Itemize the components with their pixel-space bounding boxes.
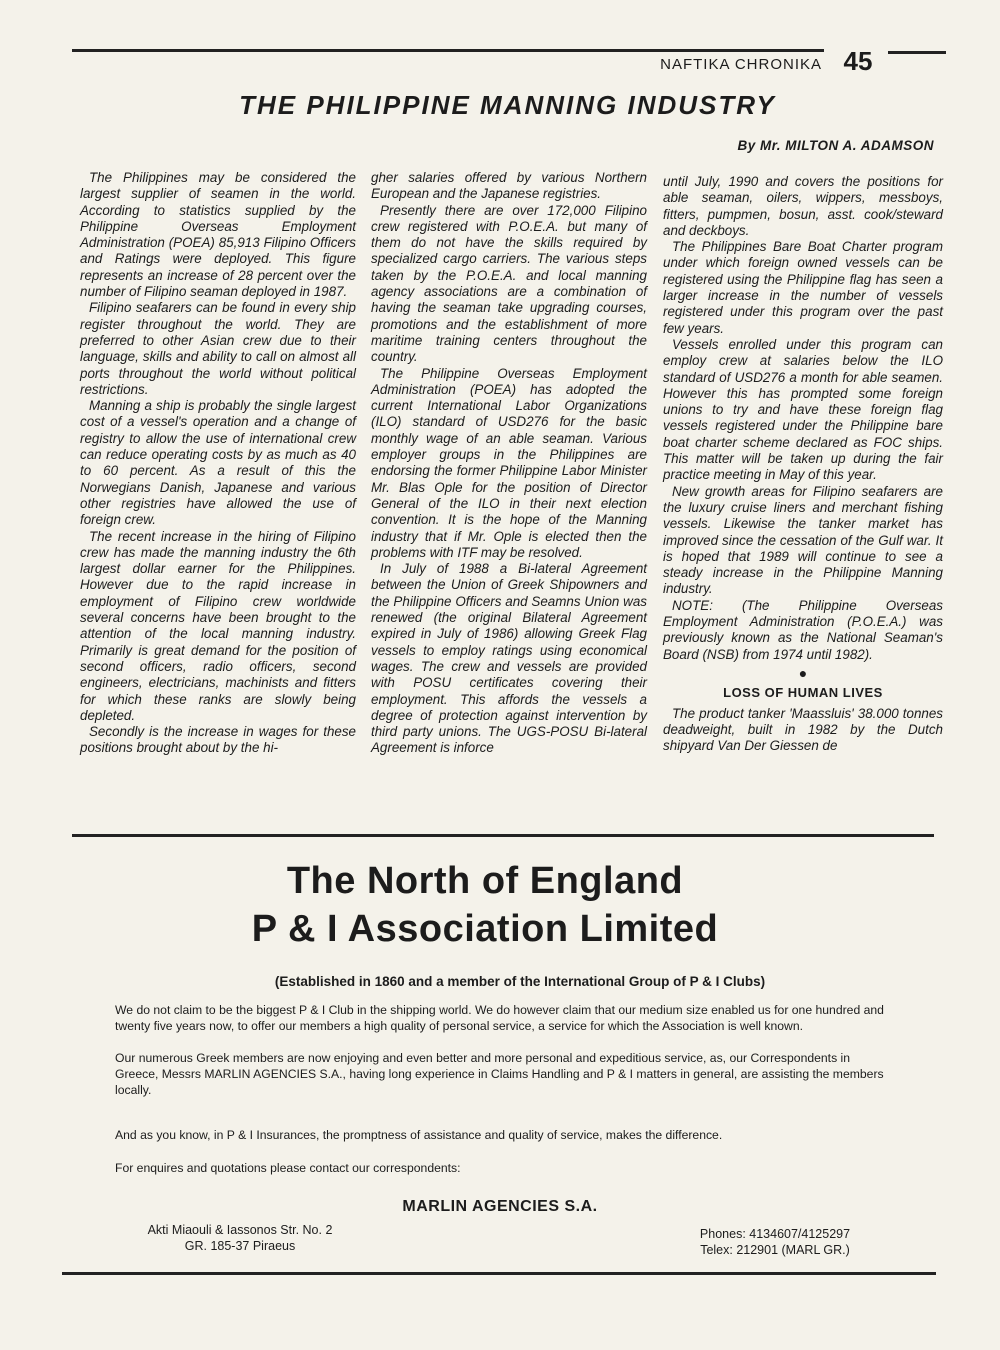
paragraph: Presently there are over 172,000 Filipino crew registered with P.O.E.A. but many of them do not have the skills required by specialized cargo carriers. The various steps taken by the P.O.E.A. and local manning agency associations are a combination of having the seaman take upgrading courses, promotions and the establishment of more maritime training centers throughout the country. xyxy=(371,202,647,365)
phone-numbers: Phones: 4134607/4125297 xyxy=(699,1227,851,1241)
journal-name: NAFTIKA CHRONIKA xyxy=(660,56,822,73)
address-line: Akti Miaouli & Iassonos Str. No. 2 xyxy=(147,1223,333,1237)
telex-number: Telex: 212901 (MARL GR.) xyxy=(700,1243,850,1257)
advert-text: For enquires and quotations please contact our correspondents: xyxy=(115,1161,461,1175)
footer-rule xyxy=(62,1272,936,1275)
header-rule-left xyxy=(72,49,824,52)
article-column-2 xyxy=(371,170,647,757)
article-column-3 xyxy=(663,174,943,754)
article-title: THE PHILIPPINE MANNING INDUSTRY xyxy=(239,90,776,120)
paragraph: Filipino seafarers can be found in every ship register throughout the world. They are preferred to other Asian crew due to their language, skills and ability to call on almost all ports throughout the world without political restrictions. xyxy=(80,300,356,397)
paragraph: Manning a ship is probably the single largest cost of a vessel's operation and a change of registry to allow the use of international crew can reduce operating costs by as much as 40 to 60 percent. As a result of this the Norwegians Danish, Japanese and various other registries have allowed the use of foreign crew. xyxy=(80,398,356,528)
advert-text: We do not claim to be the biggest P & I Club in the shipping world. We do however claim that our medium size enabled us for one hundred and twenty five years now, to offer our members a high quality of personal service, a service for which the Association is well known. xyxy=(115,1003,884,1033)
advert-text: And as you know, in P & I Insurances, the promptness of assistance and quality of service, makes the difference. xyxy=(115,1128,723,1142)
paragraph: The recent increase in the hiring of Filipino crew has made the manning industry the 6th largest dollar earner for the Philippines. However due to the rapid increase in employment of Filipino crew worldwide several concerns have been brought to the attention of the local manning industry. Primarily is great demand for the position of second officers, radio officers, second engineers, electricians, machinists and fitters for which these ranks are slowly being depleted. xyxy=(80,528,356,723)
advert-paragraph xyxy=(115,1160,895,1176)
paragraph: The Philippine Overseas Employment Administration (POEA) has adopted the current International Labor Organizations (ILO) standard of USD276 for the basic monthly wage of an able seaman. Various employer groups in the Philippines are endorsing the former Philippine Labor Minister Mr. Blas Ople for the position of Director General of the ILO in their next election convention. It is the hope of the Manning industry that if Mr. Ople is elected then the problems with ITF may be resolved. xyxy=(371,365,647,560)
paragraph: The Philippines Bare Boat Charter program under which foreign owned vessels can be registered using the Philippine flag has seen a larger increase in the number of vessels registered under this program over the past few years. xyxy=(663,239,943,336)
section-bullet-icon: ● xyxy=(798,664,808,681)
paragraph: Vessels enrolled under this program can employ crew at salaries below the ILO standard of USD276 a month for able seamen. However this has prompted some foreign unions to try and have these foreign flag vessels registered under the Philippine bare boat charter scheme declared as FOC ships. This matter will be taken up during the fair practice meeting in May of this year. xyxy=(663,336,943,483)
paragraph: Secondly is the increase in wages for these positions brought about by the hi- xyxy=(80,724,356,756)
section-divider xyxy=(72,834,934,837)
paragraph: The product tanker 'Maassluis' 38.000 tonnes deadweight, built in 1982 by the Dutch shipyard Van Der Giessen de xyxy=(663,705,943,754)
advert-contact xyxy=(640,1226,910,1258)
header-rule-right xyxy=(888,51,946,54)
paragraph: gher salaries offered by various Northern European and the Japanese registries. xyxy=(371,170,647,202)
article-column-1 xyxy=(80,170,356,757)
paragraph: In July of 1988 a Bi-lateral Agreement between the Union of Greek Shipowners and the Philippine Officers and Seamns Union was renewed (the original Bilateral Agreement expired in July of 1986) allowing Greek Flag vessels to employ ratings using economical wages. The crew and vessels are provided with POSU certificates covering their employment. This affords the vessels a degree of protection against intervention by third party unions. The UGS-POSU Bi-lateral Agreement is inforce xyxy=(371,561,647,756)
advert-paragraph xyxy=(115,1127,895,1143)
paragraph: New growth areas for Filipino seafarers are the luxury cruise liners and merchant fishing vessels. Likewise the tanker market has improved since the cessation of the Gulf war. It is hoped that 1989 will continue to see a steady increase in the Philippine Manning industry. xyxy=(663,483,943,597)
article-byline: By Mr. MILTON A. ADAMSON xyxy=(737,138,934,153)
advert-address xyxy=(110,1222,370,1254)
paragraph: The Philippines may be considered the largest supplier of seamen in the world. According to statistics supplied by the Philippine Overseas Employment Administration (POEA) 85,913 Filipino Officers and Ratings were deployed. This figure represents an increase of 28 percent over the number of Filipino seaman deployed in 1987. xyxy=(80,170,356,300)
paragraph: until July, 1990 and covers the positions for able seaman, oilers, wippers, messboys, fitters, pumpmen, bosun, asst. cook/steward and deckboys. xyxy=(663,174,943,238)
advert-subtitle: (Established in 1860 and a member of the International Group of P & I Clubs) xyxy=(274,974,766,989)
address-line: GR. 185-37 Piraeus xyxy=(184,1239,296,1253)
paragraph: NOTE: (The Philippine Overseas Employment Administration (P.O.E.A.) was previously known as the National Seaman's Board (NSB) from 1974 until 1982). xyxy=(663,597,943,662)
advert-title-line-1: The North of England xyxy=(286,860,684,902)
advert-title-line-2: P & I Association Limited xyxy=(251,908,719,950)
advert-company-name: MARLIN AGENCIES S.A. xyxy=(402,1198,598,1215)
advert-paragraph xyxy=(115,1002,895,1034)
advert-text: Our numerous Greek members are now enjoying and even better and more personal and expeditious service, as, our Correspondents in Greece, Messrs MARLIN AGENCIES S.A., having long experience in Claims Handling and P & I matters in general, are assisting the members locally. xyxy=(115,1051,884,1097)
section-subheading: LOSS OF HUMAN LIVES xyxy=(723,685,883,701)
advert-paragraph xyxy=(115,1050,895,1098)
page-number: 45 xyxy=(843,46,873,76)
